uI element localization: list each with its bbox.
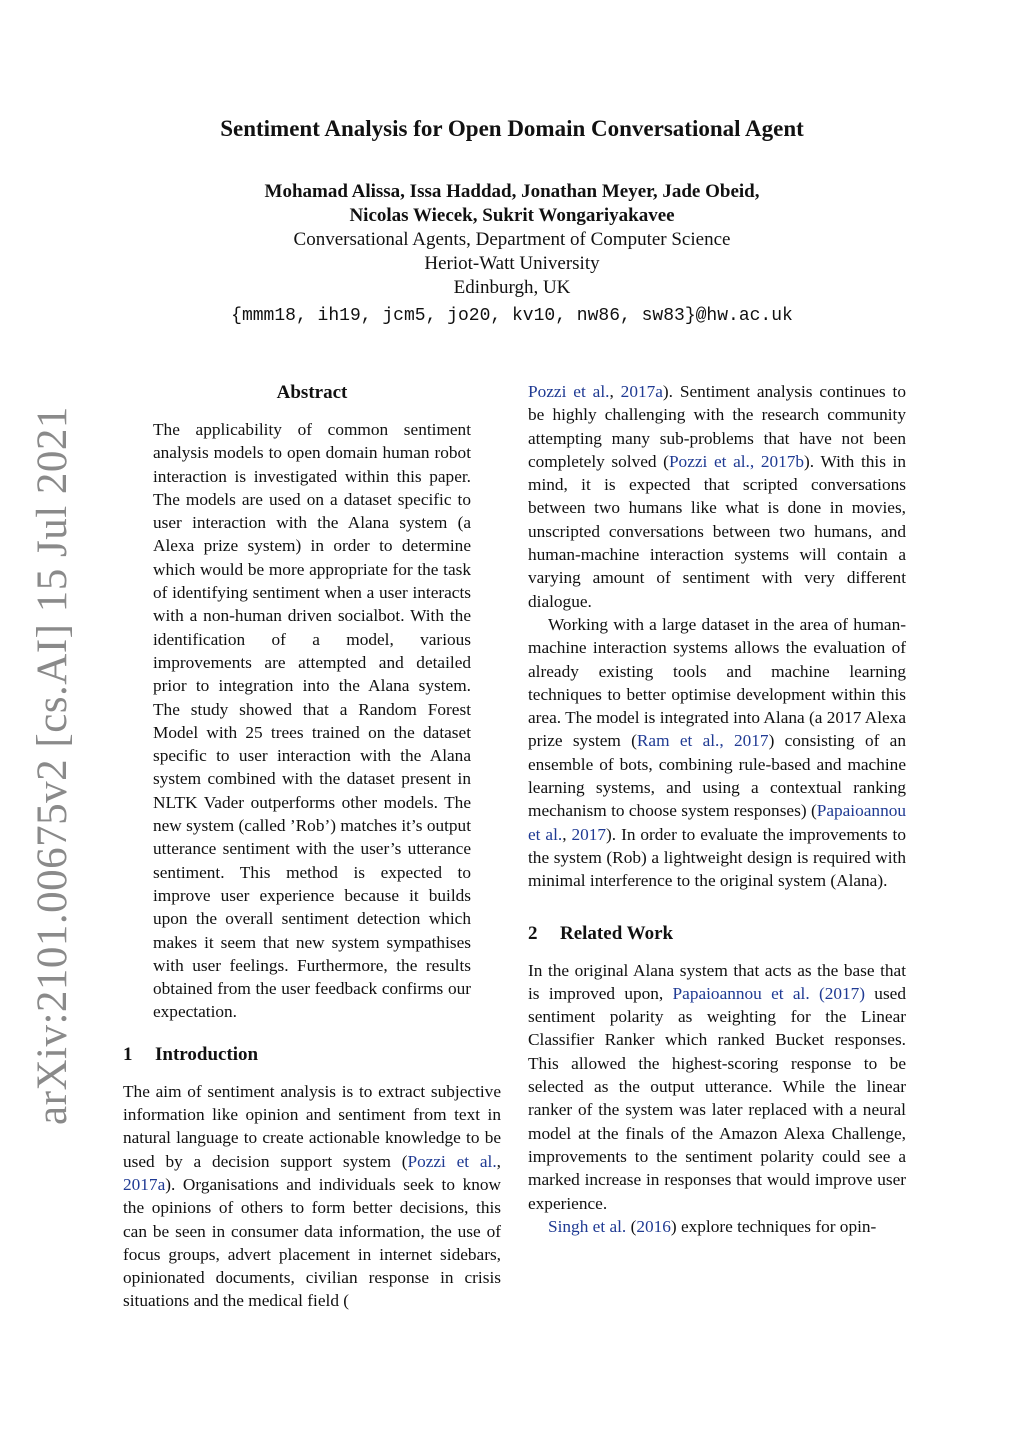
citation-link[interactable]: 2016 [636, 1216, 671, 1236]
intro-paragraph-1-cont: Pozzi et al., 2017a). Sentiment analysis continues to be highly challenging with the research community attempting many sub-problems that have not been completely solved (Pozzi et al., 2017b). With this in mind, it is expected that scripted conversations between two humans like what is done in movies, unscripted conversations between two humans, and human-machine interaction systems will contain a varying amount of sentiment with very different dialogue. [528, 382, 906, 611]
section-heading-related-work [528, 923, 906, 945]
affiliation-department: Conversational Agents, Department of Computer Science [293, 229, 731, 250]
left-column [123, 380, 501, 1313]
intro-text: ). Sentiment analysis continues to be highly challenging with the research community attempting many sub-problems that have not been completely solved ( [528, 382, 906, 471]
related-paragraph-1 [528, 959, 906, 1215]
citation-link[interactable]: Pozzi et al. [407, 1151, 497, 1171]
author-emails: {mmm18, ih19, jcm5, jo20, kv10, nw86, sw83}@hw.ac.uk [231, 306, 793, 326]
section-title: Introduction [155, 1043, 259, 1065]
arxiv-id: arXiv:2101.00675v2 [cs.AI] 15 Jul 2021 [28, 405, 76, 1125]
abstract-text: The applicability of common sentiment analysis models to open domain human robot interaction is investigated within this paper. The models are used on a dataset specific to user interaction with the Alana system (a Alexa prize system) in order to determine which would be more appropriate for the task of identifying sentiment when a user interacts with a non-human driven socialbot. With the identification of a model, various improvements are attempted and detailed prior to integration into the Alana system. The study showed that a Random Forest Model with 25 trees trained on the dataset specific to user interaction with the Alana system combined with the dataset present in NLTK Vader outperforms other models. The new system (called ’Rob’) matches it’s output utterance sentiment with the user’s utterance sentiment. This method is expected to improve user experience because it builds upon the overall sentiment detection which makes it seem that new system sympathises with user feelings. Furthermore, the results obtained from the user feedback confirms our expectation. [153, 420, 471, 1022]
intro-paragraph-1-start: The aim of sentiment analysis is to extract subjective information like opinion and sentiment from text in natural language to create actionable knowledge to be used by a decision support system (Pozzi et al., 2017a). Organisations and individuals seek to know the opinions of others to form better decisions, this can be seen in consumer data information, the use of focus groups, advert placement in internet sidebars, opinionated documents, civilian response in crisis situations and the medical field ( [123, 1081, 501, 1311]
paper-title: Sentiment Analysis for Open Domain Conversational Agent [220, 116, 804, 141]
author-names-line2: Nicolas Wiecek, Sukrit Wongariyakavee [349, 205, 675, 226]
citation-link[interactable]: 2017 [571, 824, 607, 844]
intro-text: The aim of sentiment analysis is to extract subjective information like opinion and sentiment from text in natural language to create actionable knowledge to be used by a decision support system ( [123, 1081, 501, 1171]
right-column [528, 380, 906, 1238]
affiliation-location: Edinburgh, UK [453, 277, 571, 298]
citation-link[interactable]: Papaioannou et al. (2017) [672, 983, 866, 1003]
affiliation-university: Heriot-Watt University [424, 253, 600, 274]
intro-text: ). With this in mind, it is expected that scripted conversations between two humans like what is done in movies, unscripted conversations between two humans, and human-machine interaction systems will contain a varying amount of sentiment with very different dialogue. [528, 451, 906, 611]
section-number: 2 [528, 922, 538, 944]
intro-text: Working with a large dataset in the area of human-machine interaction systems allows the evaluation of already existing tools and machine learning techniques to better optimise development within this area. The model is integrated into Alana (a 2017 Alexa prize system ( [528, 614, 906, 751]
citation-link[interactable]: Pozzi et al. [528, 382, 610, 401]
intro-text: ). In order to evaluate the improvements to the system (Rob) a lightweight design is required with minimal interference to the original system (Alana). [528, 824, 907, 891]
citation-link[interactable]: 2017a [620, 382, 663, 401]
related-paragraph-2: Singh et al. (2016) explore techniques for opin- [548, 1216, 877, 1236]
citation-link[interactable]: Singh et al. [548, 1216, 627, 1236]
section-title: Related Work [560, 922, 674, 944]
intro-paragraph-2: Working with a large dataset in the area of human-machine interaction systems allows the evaluation of already existing tools and machine learning techniques to better optimise development within this area. The model is integrated into Alana (a 2017 Alexa prize system (Ram et al., 2017) consisting of an ensemble of bots, combining rule-based and machine learning systems, and using a contextual ranking mechanism to choose system responses) (Papaioannou et al., 2017). In order to evaluate the improvements to the system (Rob) a lightweight design is required with minimal interference to the original system (Alana). [528, 614, 907, 891]
abstract-heading: Abstract [276, 382, 348, 403]
citation-link[interactable]: Pozzi et al., 2017b [668, 451, 805, 471]
citation-link[interactable]: Papaioannou et al. [528, 801, 906, 844]
arxiv-stamp [22, 405, 82, 1125]
related-text: In the original Alana system that acts as the base that is improved upon, [528, 960, 906, 1003]
intro-text: ). Organisations and individuals seek to know the opinions of others to form better decisions, this can be seen in consumer data information, the use of focus groups, advert placement in internet sidebars, opinionated documents, civilian response in crisis situations and the medical field ( [123, 1174, 501, 1311]
abstract-section [153, 382, 471, 1024]
related-text: used sentiment polarity as weighting for the Linear Classifier Ranker which ranked Bucket responses. This allowed the highest-scoring response to be selected as the output utterance. While the linear ranker of the system was later replaced with a neural model at the finals of the Amazon Alexa Challenge, improvements to the sentiment polarity could see a marked increase in responses that would improve user experience. [528, 983, 906, 1213]
section-heading-introduction [123, 1044, 501, 1066]
intro-text: ) consisting of an ensemble of bots, combining rule-based and machine learning systems, and using a contextual ranking mechanism to choose system responses) ( [528, 731, 906, 821]
section-number: 1 [123, 1043, 133, 1065]
citation-link[interactable]: Ram et al., 2017 [636, 731, 769, 751]
related-text: explore techniques for opin- [676, 1216, 877, 1236]
author-names-line1: Mohamad Alissa, Issa Haddad, Jonathan Meyer, Jade Obeid, [264, 181, 760, 202]
citation-link[interactable]: 2017a [123, 1174, 166, 1194]
author-block [0, 180, 1024, 330]
